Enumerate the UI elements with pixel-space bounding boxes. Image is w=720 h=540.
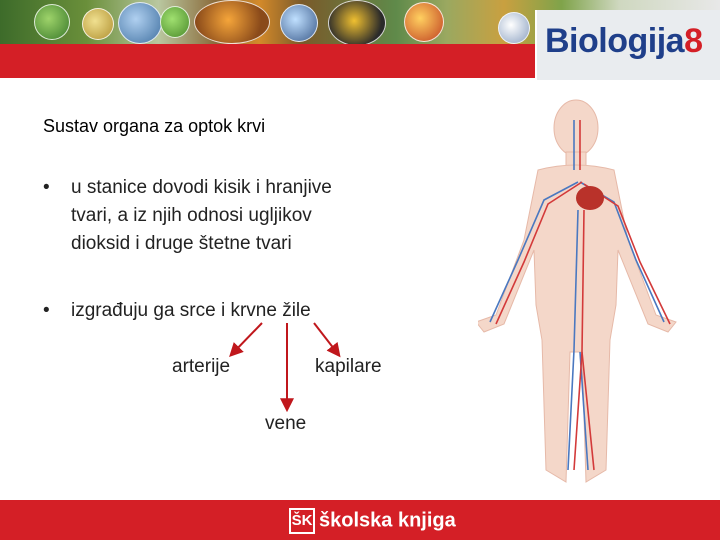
publisher-name: školska knjiga	[319, 509, 456, 532]
nature-photo-bubble	[34, 4, 70, 40]
label-veins: vene	[265, 413, 307, 434]
salamander-photo-bubble	[328, 0, 386, 46]
logo-main-text: Biologija	[545, 22, 685, 60]
heart-icon	[576, 186, 604, 210]
nature-photo-bubble	[118, 2, 162, 44]
bullet-line: dioksid i druge štetne tvari	[71, 233, 292, 254]
bullet-function	[43, 176, 463, 256]
arrow-to-capillaries	[314, 323, 338, 354]
bullet-structure	[43, 299, 463, 327]
biologija-logo	[545, 22, 702, 61]
arrow-to-arteries	[232, 323, 262, 354]
bullet-line: u stanice dovodi kisik i hranjive	[71, 177, 332, 198]
nature-photo-bubble	[82, 8, 114, 40]
bullet-line: izgrađuju ga srce i krvne žile	[71, 300, 311, 321]
label-capillaries: kapilare	[315, 356, 382, 377]
publisher-mark-icon: ŠK	[289, 508, 315, 534]
bullet-symbol: •	[43, 177, 50, 198]
bullet-line: tvari, a iz njih odnosi ugljikov	[71, 205, 312, 226]
nature-photo-bubble	[280, 4, 318, 42]
tiger-photo-bubble	[194, 0, 270, 44]
bullet-symbol: •	[43, 300, 50, 321]
circulatory-system-illustration	[478, 90, 698, 490]
nature-photo-bubble	[160, 6, 190, 38]
logo-number: 8	[684, 22, 703, 60]
label-arteries: arterije	[172, 356, 231, 377]
publisher-logo	[289, 508, 456, 534]
molecule-photo-bubble	[498, 12, 530, 44]
cell-photo-bubble	[404, 2, 444, 42]
header-red-bar	[0, 44, 535, 78]
slide-title: Sustav organa za optok krvi	[43, 116, 266, 136]
